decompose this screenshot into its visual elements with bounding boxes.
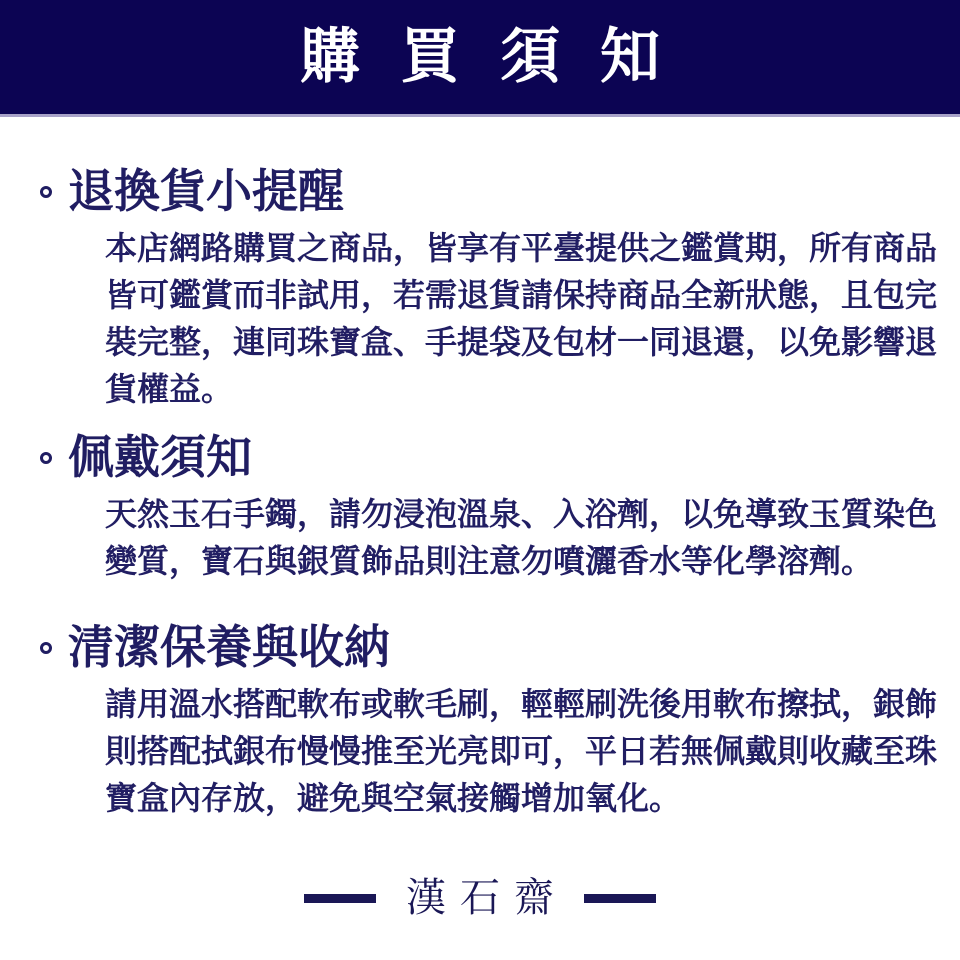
section-return-policy xyxy=(40,163,940,413)
body-line: 皆可鑑賞而非試用，若需退貨請保持商品全新狀態，且包完 xyxy=(105,277,938,313)
circle-bullet-icon xyxy=(40,186,52,198)
body-line: 貨權益。 xyxy=(105,371,234,407)
notice-content xyxy=(0,117,960,822)
circle-bullet-icon xyxy=(40,642,52,654)
care-storage-heading-row xyxy=(40,619,940,675)
body-line: 則搭配拭銀布慢慢推至光亮即可，平日若無佩戴則收藏至珠 xyxy=(105,733,938,769)
brand-footer xyxy=(0,874,960,922)
header-banner xyxy=(0,0,960,117)
section-care-storage xyxy=(40,619,940,822)
return-policy-body xyxy=(105,225,940,413)
section-wearing-notice xyxy=(40,429,940,585)
page-title: 購買須知 xyxy=(300,23,700,90)
care-storage-body xyxy=(105,681,940,822)
brand-logo-text: 漢石齋 xyxy=(406,875,568,920)
circle-bullet-icon xyxy=(40,452,52,464)
body-line: 請用溫水搭配軟布或軟毛刷，輕輕刷洗後用軟布擦拭，銀飾 xyxy=(105,686,938,722)
left-dash-icon xyxy=(304,894,376,903)
return-policy-heading: 退換貨小提醒 xyxy=(68,165,344,217)
wearing-notice-body xyxy=(105,491,940,585)
body-line: 本店網路購買之商品，皆享有平臺提供之鑑賞期，所有商品 xyxy=(105,230,938,266)
wearing-notice-heading: 佩戴須知 xyxy=(68,431,252,483)
wearing-notice-heading-row xyxy=(40,429,940,485)
body-line: 變質，寶石與銀質飾品則注意勿噴灑香水等化學溶劑。 xyxy=(105,543,874,579)
body-line: 裝完整，連同珠寶盒、手提袋及包材一同退還，以免影響退 xyxy=(105,324,938,360)
body-line: 天然玉石手鐲，請勿浸泡溫泉、入浴劑，以免導致玉質染色 xyxy=(105,496,938,532)
right-dash-icon xyxy=(584,894,656,903)
care-storage-heading: 清潔保養與收納 xyxy=(68,621,390,673)
return-policy-heading-row xyxy=(40,163,940,219)
body-line: 寶盒內存放，避免與空氣接觸增加氧化。 xyxy=(105,780,682,816)
